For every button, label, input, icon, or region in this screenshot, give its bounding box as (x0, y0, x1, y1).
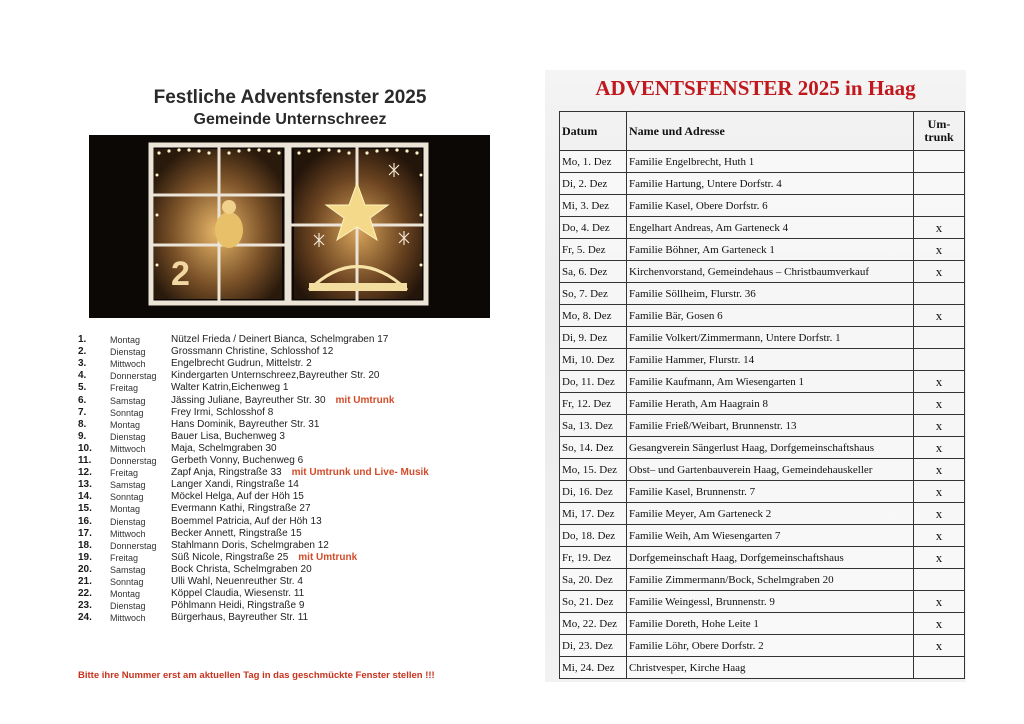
schedule-weekday: Sonntag (110, 492, 144, 503)
schedule-number: 8. (78, 418, 87, 430)
schedule-host (171, 346, 333, 358)
cell-drink: x (914, 415, 965, 437)
schedule-host-text: Ulli Wahl, Neuenreuther Str. 4 (171, 576, 303, 587)
cell-drink (914, 151, 965, 173)
schedule-weekday: Montag (110, 589, 141, 600)
table-row (560, 217, 965, 239)
cell-name: Familie Hartung, Untere Dorfstr. 4 (627, 173, 914, 195)
cell-name: Familie Herath, Am Haagrain 8 (627, 393, 914, 415)
schedule-number: 20. (78, 563, 92, 575)
cell-date: Fr, 5. Dez (560, 239, 627, 261)
schedule-number: 18. (78, 539, 92, 551)
schedule-host-text: Zapf Anja, Ringstraße 33 (171, 467, 282, 479)
cell-drink: x (914, 635, 965, 657)
schedule-host-text: Stahlmann Doris, Schelmgraben 12 (171, 539, 329, 551)
table-title: ADVENTSFENSTER 2025 in Haag (595, 76, 916, 100)
table-header-row (560, 112, 965, 151)
schedule-host (171, 564, 312, 576)
schedule-weekday: Dienstag (110, 431, 146, 442)
window-number: 2 (171, 255, 190, 293)
schedule-host-text: Bock Christa, Schelmgraben 20 (171, 563, 312, 575)
table-row (560, 525, 965, 547)
schedule-weekday: Mittwoch (110, 359, 146, 370)
table-row (560, 371, 965, 393)
schedule-host-text: Bauer Lisa, Buchenweg 3 (171, 430, 285, 442)
schedule-number: 24. (78, 612, 92, 624)
schedule-weekday: Dienstag (110, 601, 146, 612)
schedule-weekday: Montag (110, 504, 141, 515)
schedule-host-text: Grossmann Christine, Schlosshof 12 (171, 346, 334, 358)
cell-date: Di, 9. Dez (560, 327, 627, 349)
schedule-weekday: Samstag (110, 480, 146, 491)
schedule-number: 11. (78, 455, 92, 466)
schedule-host (171, 600, 304, 612)
cell-name: Familie Engelbrecht, Huth 1 (627, 151, 914, 173)
window-illustration (89, 135, 490, 318)
schedule-host (171, 491, 304, 503)
schedule-number: 23. (78, 600, 92, 612)
schedule-number: 13. (78, 479, 92, 491)
schedule-number: 9. (78, 430, 87, 442)
table-row (560, 327, 965, 349)
header-name: Name und Adresse (627, 112, 914, 151)
schedule-host (171, 503, 311, 515)
cell-drink (914, 349, 965, 371)
schedule-number: 12. (78, 467, 92, 479)
cell-name: Familie Kasel, Brunnenstr. 7 (627, 481, 914, 503)
cell-drink: x (914, 503, 965, 525)
cell-date: Sa, 6. Dez (560, 261, 627, 283)
schedule-host (171, 370, 379, 382)
schedule-host (171, 358, 312, 370)
cell-drink: x (914, 437, 965, 459)
schedule-host (171, 528, 302, 540)
cell-drink: x (914, 591, 965, 613)
cell-date: Mo, 15. Dez (560, 459, 627, 481)
table-row (560, 151, 965, 173)
schedule-host-text: Hans Dominik, Bayreuther Str. 31 (171, 418, 320, 430)
cell-date: Do, 18. Dez (560, 525, 627, 547)
schedule-host (171, 443, 277, 455)
schedule-host-text: Evermann Kathi, Ringstraße 27 (171, 503, 311, 515)
right-flyer (545, 70, 966, 682)
schedule-weekday: Freitag (110, 552, 139, 563)
schedule-weekday: Mittwoch (110, 443, 146, 454)
cell-drink: x (914, 613, 965, 635)
schedule-host (171, 588, 304, 600)
table-row (560, 503, 965, 525)
table-row (560, 173, 965, 195)
cell-date: Fr, 12. Dez (560, 393, 627, 415)
schedule-weekday: Samstag (110, 395, 146, 406)
schedule-number: 5. (78, 382, 87, 394)
cell-date: Do, 4. Dez (560, 217, 627, 239)
schedule-host (171, 612, 308, 624)
cell-drink: x (914, 393, 965, 415)
schedule-host (171, 540, 329, 552)
cell-name: Familie Doreth, Hohe Leite 1 (627, 613, 914, 635)
schedule-host (171, 431, 285, 443)
schedule-host-text: Kindergarten Unternschreez,Bayreuther Str. 20 (171, 370, 380, 382)
cell-name: Familie Böhner, Am Garteneck 1 (627, 239, 914, 261)
schedule-weekday: Freitag (110, 468, 139, 479)
cell-drink (914, 283, 965, 305)
cell-date: Mi, 10. Dez (560, 349, 627, 371)
schedule-extra-note: mit Umtrunk und Live- Musik (291, 467, 429, 479)
table-row (560, 613, 965, 635)
schedule-host-text: Frey Irmi, Schlosshof 8 (171, 406, 274, 418)
cell-drink: x (914, 305, 965, 327)
schedule-extra-note: mit Umtrunk (335, 394, 395, 406)
cell-date: Mi, 17. Dez (560, 503, 627, 525)
cell-date: Di, 23. Dez (560, 635, 627, 657)
schedule-host-text: Langer Xandi, Ringstraße 14 (171, 479, 299, 491)
table-row (560, 195, 965, 217)
schedule-host-text: Maja, Schelmgraben 30 (171, 442, 277, 454)
flyer-footer-note: Bitte ihre Nummer erst am aktuellen Tag in das geschmückte Fenster stellen !!! (78, 670, 435, 681)
cell-drink: x (914, 239, 965, 261)
header-drink: Um- trunk (914, 112, 965, 151)
schedule-host (171, 407, 273, 419)
cell-name: Dorfgemeinschaft Haag, Dorfgemeinschaftshaus (627, 547, 914, 569)
cell-date: Di, 2. Dez (560, 173, 627, 195)
cell-drink: x (914, 547, 965, 569)
schedule-host-text: Engelbrecht Gudrun, Mittelstr. 2 (171, 358, 312, 370)
cell-name: Familie Söllheim, Flurstr. 36 (627, 283, 914, 305)
schedule-host-text: Köppel Claudia, Wiesenstr. 11 (171, 588, 305, 600)
schedule-weekday: Dienstag (110, 347, 146, 358)
cell-name: Familie Bär, Gosen 6 (627, 305, 914, 327)
cell-date: Fr, 19. Dez (560, 547, 627, 569)
cell-date: So, 21. Dez (560, 591, 627, 613)
cell-drink: x (914, 481, 965, 503)
schedule-number: 2. (78, 346, 87, 358)
schedule-host (171, 419, 319, 431)
cell-name: Familie Kasel, Obere Dorfstr. 6 (627, 195, 914, 217)
cell-drink: x (914, 459, 965, 481)
cell-name: Kirchenvorstand, Gemeindehaus – Christbaumverkauf (627, 261, 914, 283)
schedule-number: 16. (78, 515, 92, 527)
header-date: Datum (560, 112, 627, 151)
schedule-weekday: Sonntag (110, 577, 144, 587)
cell-name: Familie Hammer, Flurstr. 14 (627, 349, 914, 371)
schedule-number: 17. (78, 527, 92, 539)
advent-window-photo (89, 135, 490, 318)
cell-drink (914, 173, 965, 195)
schedule-host-text: Möckel Helga, Auf der Höh 15 (171, 491, 304, 503)
cell-name: Familie Löhr, Obere Dorfstr. 2 (627, 635, 914, 657)
table-row (560, 569, 965, 591)
cell-date: So, 7. Dez (560, 283, 627, 305)
cell-drink (914, 327, 965, 349)
cell-date: So, 14. Dez (560, 437, 627, 459)
cell-drink (914, 569, 965, 591)
cell-date: Mo, 22. Dez (560, 613, 627, 635)
cell-drink: x (914, 217, 965, 239)
table-row (560, 393, 965, 415)
advent-table (559, 111, 965, 679)
schedule-number: 6. (78, 394, 87, 406)
schedule-weekday: Mittwoch (110, 528, 146, 539)
schedule-host (171, 479, 299, 491)
cell-name: Familie Weih, Am Wiesengarten 7 (627, 525, 914, 547)
table-row (560, 635, 965, 657)
table-row (560, 591, 965, 613)
schedule-number: 22. (78, 588, 92, 600)
schedule-weekday: Donnerstag (110, 371, 157, 382)
schedule-host (171, 334, 388, 346)
schedule-number: 4. (78, 370, 87, 382)
schedule-host (171, 395, 394, 407)
schedule-host-text: Bürgerhaus, Bayreuther Str. 11 (171, 612, 309, 624)
schedule-weekday: Dienstag (110, 516, 146, 527)
flyer-subtitle: Gemeinde Unternschreez (193, 111, 387, 128)
schedule-weekday: Donnerstag (110, 456, 157, 466)
table-row (560, 349, 965, 371)
cell-name: Familie Frieß/Weibart, Brunnenstr. 13 (627, 415, 914, 437)
cell-name: Familie Kaufmann, Am Wiesengarten 1 (627, 371, 914, 393)
schedule-host (171, 516, 322, 528)
cell-drink: x (914, 525, 965, 547)
schedule-weekday: Samstag (110, 564, 146, 575)
schedule-number: 21. (78, 576, 92, 587)
cell-name: Familie Volkert/Zimmermann, Untere Dorfstr. 1 (627, 327, 914, 349)
table-row (560, 283, 965, 305)
table-row (560, 481, 965, 503)
cell-date: Do, 11. Dez (560, 371, 627, 393)
cell-name: Familie Meyer, Am Garteneck 2 (627, 503, 914, 525)
schedule-host-text: Pöhlmann Heidi, Ringstraße 9 (171, 600, 305, 612)
table-row (560, 547, 965, 569)
table-row (560, 415, 965, 437)
schedule-host (171, 576, 303, 588)
cell-date: Mi, 24. Dez (560, 657, 627, 679)
cell-name: Obst– und Gartenbauverein Haag, Gemeindehauskeller (627, 459, 914, 481)
table-row (560, 657, 965, 679)
table-body (560, 151, 965, 679)
schedule-host-text: Becker Annett, Ringstraße 15 (171, 527, 302, 539)
table-row (560, 437, 965, 459)
table-row (560, 459, 965, 481)
cell-name: Christvesper, Kirche Haag (627, 657, 914, 679)
schedule-number: 14. (78, 491, 92, 503)
schedule-number: 10. (78, 442, 92, 454)
schedule-host (171, 467, 429, 479)
table-row (560, 305, 965, 327)
schedule-weekday: Montag (110, 419, 141, 430)
schedule-host (171, 552, 357, 564)
cell-drink (914, 195, 965, 217)
schedule-number: 19. (78, 551, 92, 563)
schedule-host (171, 455, 303, 467)
schedule-weekday: Mittwoch (110, 613, 146, 624)
schedule-number: 1. (78, 334, 87, 345)
flyer-title: Festliche Adventsfenster 2025 (153, 87, 427, 108)
schedule-weekday: Donnerstag (110, 540, 157, 551)
schedule-host (171, 382, 288, 394)
schedule-number: 7. (78, 406, 87, 418)
schedule-host-text: Gerbeth Vonny, Buchenweg 6 (171, 455, 304, 466)
cell-date: Mi, 3. Dez (560, 195, 627, 217)
cell-date: Mo, 8. Dez (560, 305, 627, 327)
schedule-weekday: Freitag (110, 383, 139, 394)
cell-name: Gesangverein Sängerlust Haag, Dorfgemeinschaftshaus (627, 437, 914, 459)
cell-date: Sa, 20. Dez (560, 569, 627, 591)
schedule-host-text: Süß Nicole, Ringstraße 25 (171, 551, 289, 563)
cell-date: Sa, 13. Dez (560, 415, 627, 437)
schedule-host-text: Boemmel Patricia, Auf der Höh 13 (171, 515, 322, 527)
schedule-weekday: Montag (110, 335, 141, 345)
cell-date: Mo, 1. Dez (560, 151, 627, 173)
cell-name: Engelhart Andreas, Am Garteneck 4 (627, 217, 914, 239)
cell-name: Familie Weingessl, Brunnenstr. 9 (627, 591, 914, 613)
schedule-host-text: Walter Katrin,Eichenweg 1 (171, 382, 289, 394)
table-row (560, 261, 965, 283)
cell-drink: x (914, 371, 965, 393)
cell-name: Familie Zimmermann/Bock, Schelmgraben 20 (627, 569, 914, 591)
cell-drink (914, 657, 965, 679)
schedule-number: 3. (78, 358, 87, 370)
schedule-host-text: Nützel Frieda / Deinert Bianca, Schelmgraben 17 (171, 334, 389, 345)
table-row (560, 239, 965, 261)
cell-date: Di, 16. Dez (560, 481, 627, 503)
left-flyer (60, 80, 520, 700)
schedule-host-text: Jässing Juliane, Bayreuther Str. 30 (171, 394, 326, 406)
schedule-number: 15. (78, 503, 92, 515)
schedule-extra-note: mit Umtrunk (298, 551, 358, 563)
schedule-weekday: Sonntag (110, 407, 144, 418)
cell-drink: x (914, 261, 965, 283)
